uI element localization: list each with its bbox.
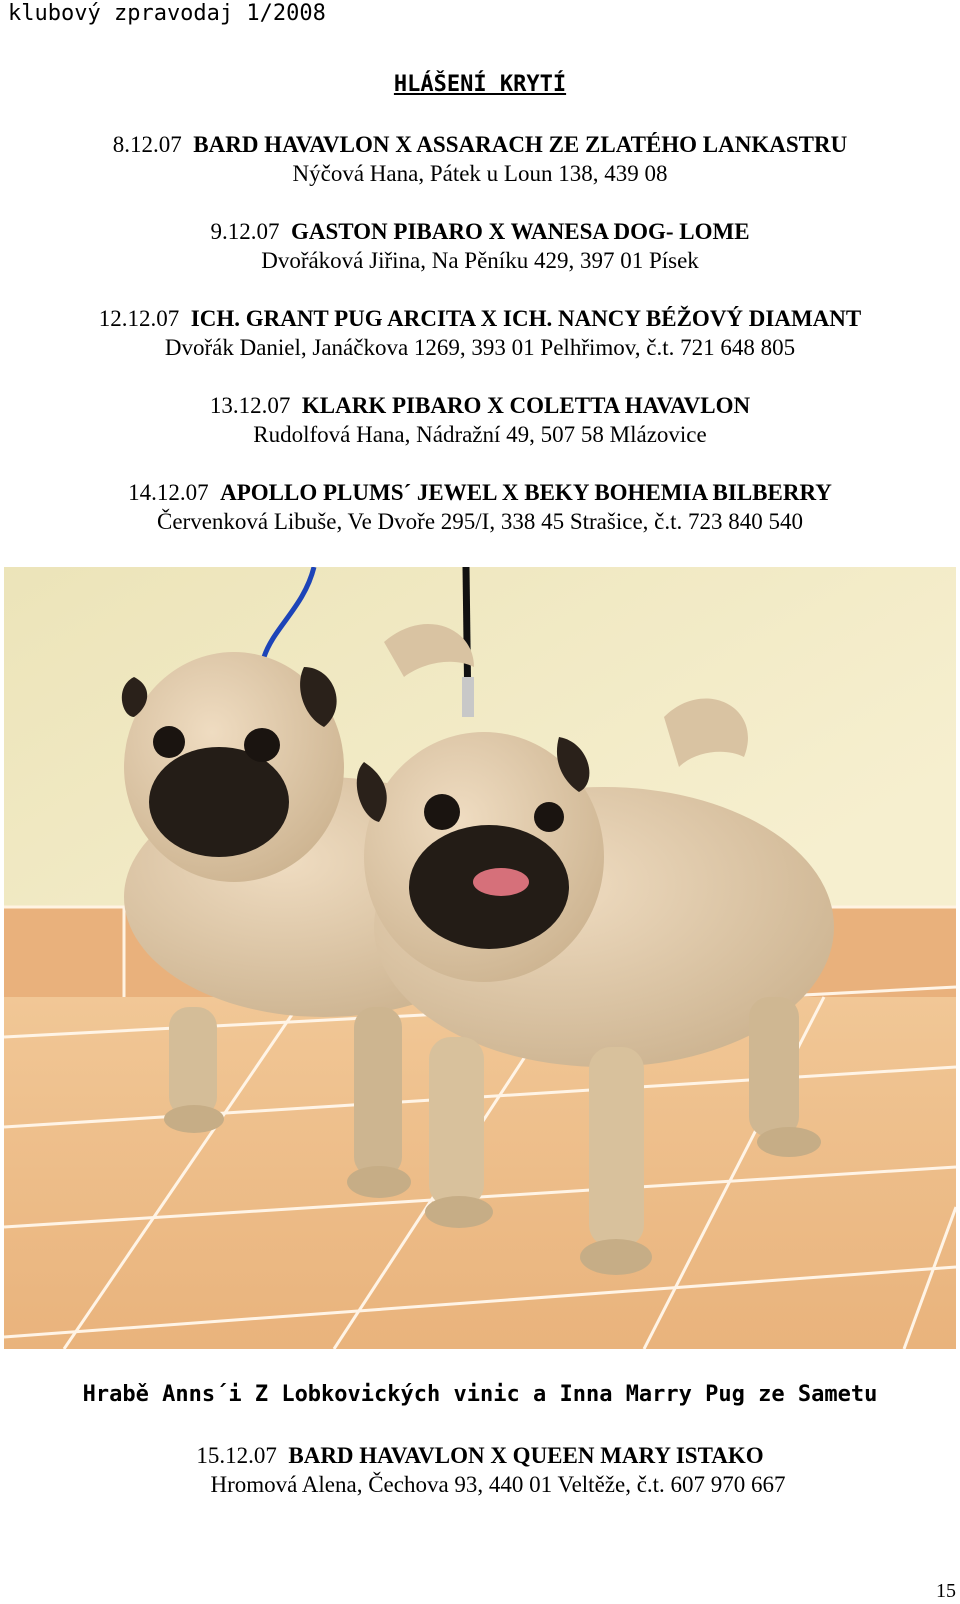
entry-pair: KLARK PIBARO X COLETTA HAVAVLON	[301, 393, 751, 418]
mating-entry	[0, 391, 960, 449]
entry-date: 12.12.07	[98, 306, 180, 331]
entry-pair: APOLLO PLUMS´ JEWEL X BEKY BOHEMIA BILBERRY	[220, 480, 832, 505]
page-number: 15	[936, 1580, 956, 1602]
entry-date: 8.12.07	[112, 132, 182, 157]
entry-date: 14.12.07	[128, 480, 209, 505]
entry-pair: BARD HAVAVLON X ASSARACH ZE ZLATÉHO LANKASTRU	[193, 132, 848, 157]
entry-owner: Rudolfová Hana, Nádražní 49, 507 58 Mlázovice	[253, 422, 707, 447]
newsletter-header: klubový zpravodaj 1/2008	[8, 1, 326, 26]
entry-date: 15.12.07	[196, 1443, 277, 1468]
entry-date: 13.12.07	[209, 393, 291, 418]
entry-pair: GASTON PIBARO X WANESA DOG- LOME	[290, 219, 750, 244]
page-title: HLÁŠENÍ KRYTÍ	[393, 72, 567, 97]
entry-pair: BARD HAVAVLON X QUEEN MARY ISTAKO	[288, 1443, 764, 1468]
entry-owner: Dvořák Daniel, Janáčkova 1269, 393 01 Pelhřimov, č.t. 721 648 805	[164, 335, 796, 360]
mating-entry	[0, 478, 960, 536]
mating-entry	[0, 217, 960, 275]
entry-pair: ICH. GRANT PUG ARCITA X ICH. NANCY BÉŽOVÝ DIAMANT	[190, 306, 862, 331]
entry-date: 9.12.07	[210, 219, 280, 244]
mating-entry	[0, 130, 960, 188]
entry-owner: Hromová Alena, Čechova 93, 440 01 Veltěže, č.t. 607 970 667	[210, 1472, 786, 1497]
photo-caption: Hrabě Anns´i Z Lobkovických vinic a Inna Marry Pug ze Sametu	[82, 1382, 878, 1407]
entry-owner: Dvořáková Jiřina, Na Pěníku 429, 397 01 Písek	[261, 248, 699, 273]
mating-entry	[0, 1441, 960, 1499]
entry-owner: Červenková Libuše, Ve Dvoře 295/I, 338 45 Strašice, č.t. 723 840 540	[156, 509, 803, 534]
mating-entry	[0, 304, 960, 362]
entry-owner: Nýčová Hana, Pátek u Loun 138, 439 08	[292, 161, 668, 186]
pugs-photo	[4, 567, 956, 1349]
